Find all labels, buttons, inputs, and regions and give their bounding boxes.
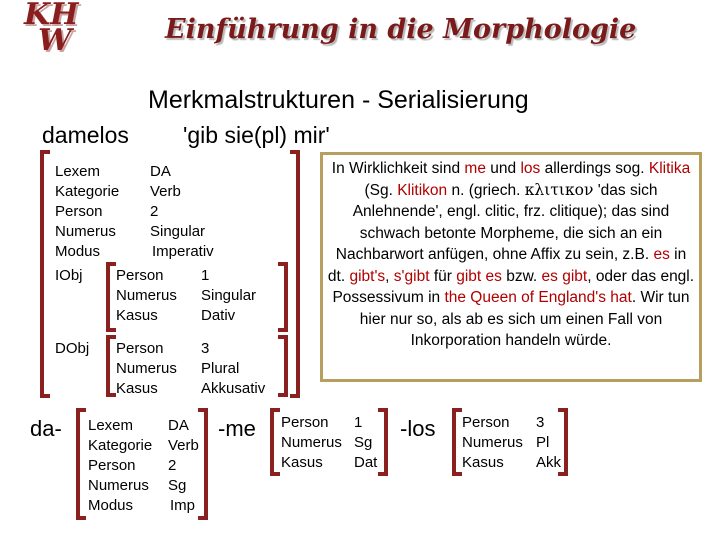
avm-attr: Kasus <box>116 380 158 397</box>
slide-title: Merkmalstrukturen - Serialisierung <box>148 86 529 114</box>
avm-attr: Kasus <box>281 454 323 471</box>
avm-row <box>55 162 255 182</box>
note-text: bzw. <box>506 267 538 285</box>
avm-attr: Modus <box>55 243 101 260</box>
note-highlight-klitikon: Klitikon <box>397 181 448 199</box>
note-highlight-queen: the Queen of England's hat <box>444 289 632 306</box>
avm-row <box>462 453 562 473</box>
dobj-right-bracket <box>278 335 288 397</box>
avm-attr: Numerus <box>116 360 177 377</box>
word-damelos: damelos <box>42 122 129 148</box>
avm-value: Imp <box>170 497 196 514</box>
avm-attr: Lexem <box>55 163 101 180</box>
main-avm-right-bracket <box>290 150 300 398</box>
morpheme-los-label: -los <box>400 416 436 441</box>
main-avm <box>55 162 255 262</box>
avm-row <box>462 433 562 453</box>
avm-row <box>116 379 276 399</box>
avm-attr: Kategorie <box>55 183 120 200</box>
iobj-label: IObj <box>55 267 83 284</box>
avm-attr: Lexem <box>88 417 134 434</box>
clitic-note-box <box>320 152 702 382</box>
note-highlight-klitika: Klitika <box>648 160 691 177</box>
avm-row <box>88 456 203 476</box>
avm-value: DA <box>168 417 189 434</box>
avm-attr: Person <box>462 414 510 431</box>
avm-attr: Numerus <box>281 434 342 451</box>
avm-attr: Person <box>116 340 164 357</box>
avm-row <box>281 433 381 453</box>
avm-value: 1 <box>201 267 210 284</box>
note-text: 'das sich Anlehnende', engl. clitic, frz. clitique); das sind schwach betonte Morpheme, die sich an ein Nachbarwort anfügen, ohne Affix zu sein, z.B. <box>335 181 670 263</box>
da-avm <box>88 416 203 516</box>
note-greek-word: κλιτικον <box>524 180 594 199</box>
avm-row <box>116 286 276 306</box>
avm-attr: Person <box>281 414 329 431</box>
morpheme-da-label: da- <box>30 416 62 441</box>
avm-row <box>116 266 276 286</box>
note-text: allerdings sog. <box>544 160 645 177</box>
avm-row <box>55 182 255 202</box>
note-highlight-sgibt: s'gibt <box>393 267 430 285</box>
avm-value: Akk <box>536 454 562 471</box>
avm-value: 1 <box>354 414 363 431</box>
avm-value: Verb <box>150 183 181 200</box>
avm-row <box>116 339 276 359</box>
avm-value: Singular <box>201 287 257 304</box>
avm-row <box>55 222 255 242</box>
note-highlight-es-gibt: es gibt <box>541 267 588 285</box>
avm-value: DA <box>150 163 171 180</box>
header-title: Einführung in die Morphologie <box>165 14 637 45</box>
avm-attr: Kategorie <box>88 437 153 454</box>
los-avm <box>462 413 562 473</box>
note-highlight-es: es <box>653 246 670 263</box>
avm-attr: Numerus <box>88 477 149 494</box>
avm-value: 3 <box>536 414 545 431</box>
logo-line-1: KH <box>24 0 79 32</box>
avm-row <box>116 306 276 326</box>
avm-row <box>88 496 203 516</box>
note-highlight-gibts: gibt's <box>349 267 386 285</box>
note-text: (Sg. <box>364 181 393 199</box>
me-avm <box>281 413 381 473</box>
note-text: , <box>385 267 390 285</box>
avm-attr: Numerus <box>55 223 116 240</box>
avm-value: Akkusativ <box>201 380 266 397</box>
avm-row <box>462 413 562 433</box>
avm-value: Dativ <box>201 307 236 324</box>
avm-row <box>88 436 203 456</box>
note-text: In Wirklichkeit sind <box>331 160 461 177</box>
avm-value: Sg <box>168 477 187 494</box>
avm-attr: Person <box>88 457 136 474</box>
khw-logo <box>24 2 94 62</box>
iobj-right-bracket <box>278 262 288 332</box>
note-text: n. (griech. <box>451 181 521 199</box>
note-highlight-los: los <box>520 160 541 177</box>
avm-row <box>116 359 276 379</box>
avm-attr: Modus <box>88 497 134 514</box>
avm-row <box>55 202 255 222</box>
avm-value: Imperativ <box>152 243 214 260</box>
avm-row <box>281 453 381 473</box>
note-text: . Wir tun hier nur so, als ab es sich um einen Fall von Inkorporation handeln würde. <box>359 289 690 349</box>
morpheme-me-label: -me <box>218 416 256 441</box>
los-left-bracket <box>452 408 462 476</box>
avm-row <box>88 416 203 436</box>
note-text: und <box>490 160 517 177</box>
logo-line-2: W <box>38 23 72 58</box>
avm-row <box>281 413 381 433</box>
avm-attr: Kasus <box>462 454 504 471</box>
avm-attr: Numerus <box>462 434 523 451</box>
avm-value: 2 <box>168 457 177 474</box>
avm-attr: Numerus <box>116 287 177 304</box>
avm-value: Verb <box>168 437 199 454</box>
avm-value: Pl <box>536 434 550 451</box>
da-left-bracket <box>76 408 86 520</box>
avm-value: Dat <box>354 454 378 471</box>
avm-attr: Person <box>55 203 103 220</box>
avm-value: 3 <box>201 340 210 357</box>
main-avm-left-bracket <box>40 150 50 398</box>
note-text: für <box>433 267 452 285</box>
note-highlight-me: me <box>464 160 486 177</box>
avm-value: Sg <box>354 434 373 451</box>
me-left-bracket <box>270 408 280 476</box>
note-text: , oder das engl. Possessivum in <box>332 267 695 306</box>
note-highlight-gibt-es: gibt es <box>456 267 502 285</box>
avm-row <box>88 476 203 496</box>
avm-attr: Person <box>116 267 164 284</box>
word-gloss: 'gib sie(pl) mir' <box>183 122 330 148</box>
dobj-avm <box>116 339 276 399</box>
avm-value: 2 <box>150 203 159 220</box>
avm-value: Singular <box>150 223 206 240</box>
avm-attr: Kasus <box>116 307 158 324</box>
dobj-left-bracket <box>106 335 116 397</box>
avm-row <box>55 242 255 262</box>
note-text: in dt. <box>327 246 687 285</box>
dobj-label: DObj <box>55 340 90 357</box>
avm-value: Plural <box>201 360 240 377</box>
iobj-left-bracket <box>106 262 116 332</box>
iobj-avm <box>116 266 276 326</box>
